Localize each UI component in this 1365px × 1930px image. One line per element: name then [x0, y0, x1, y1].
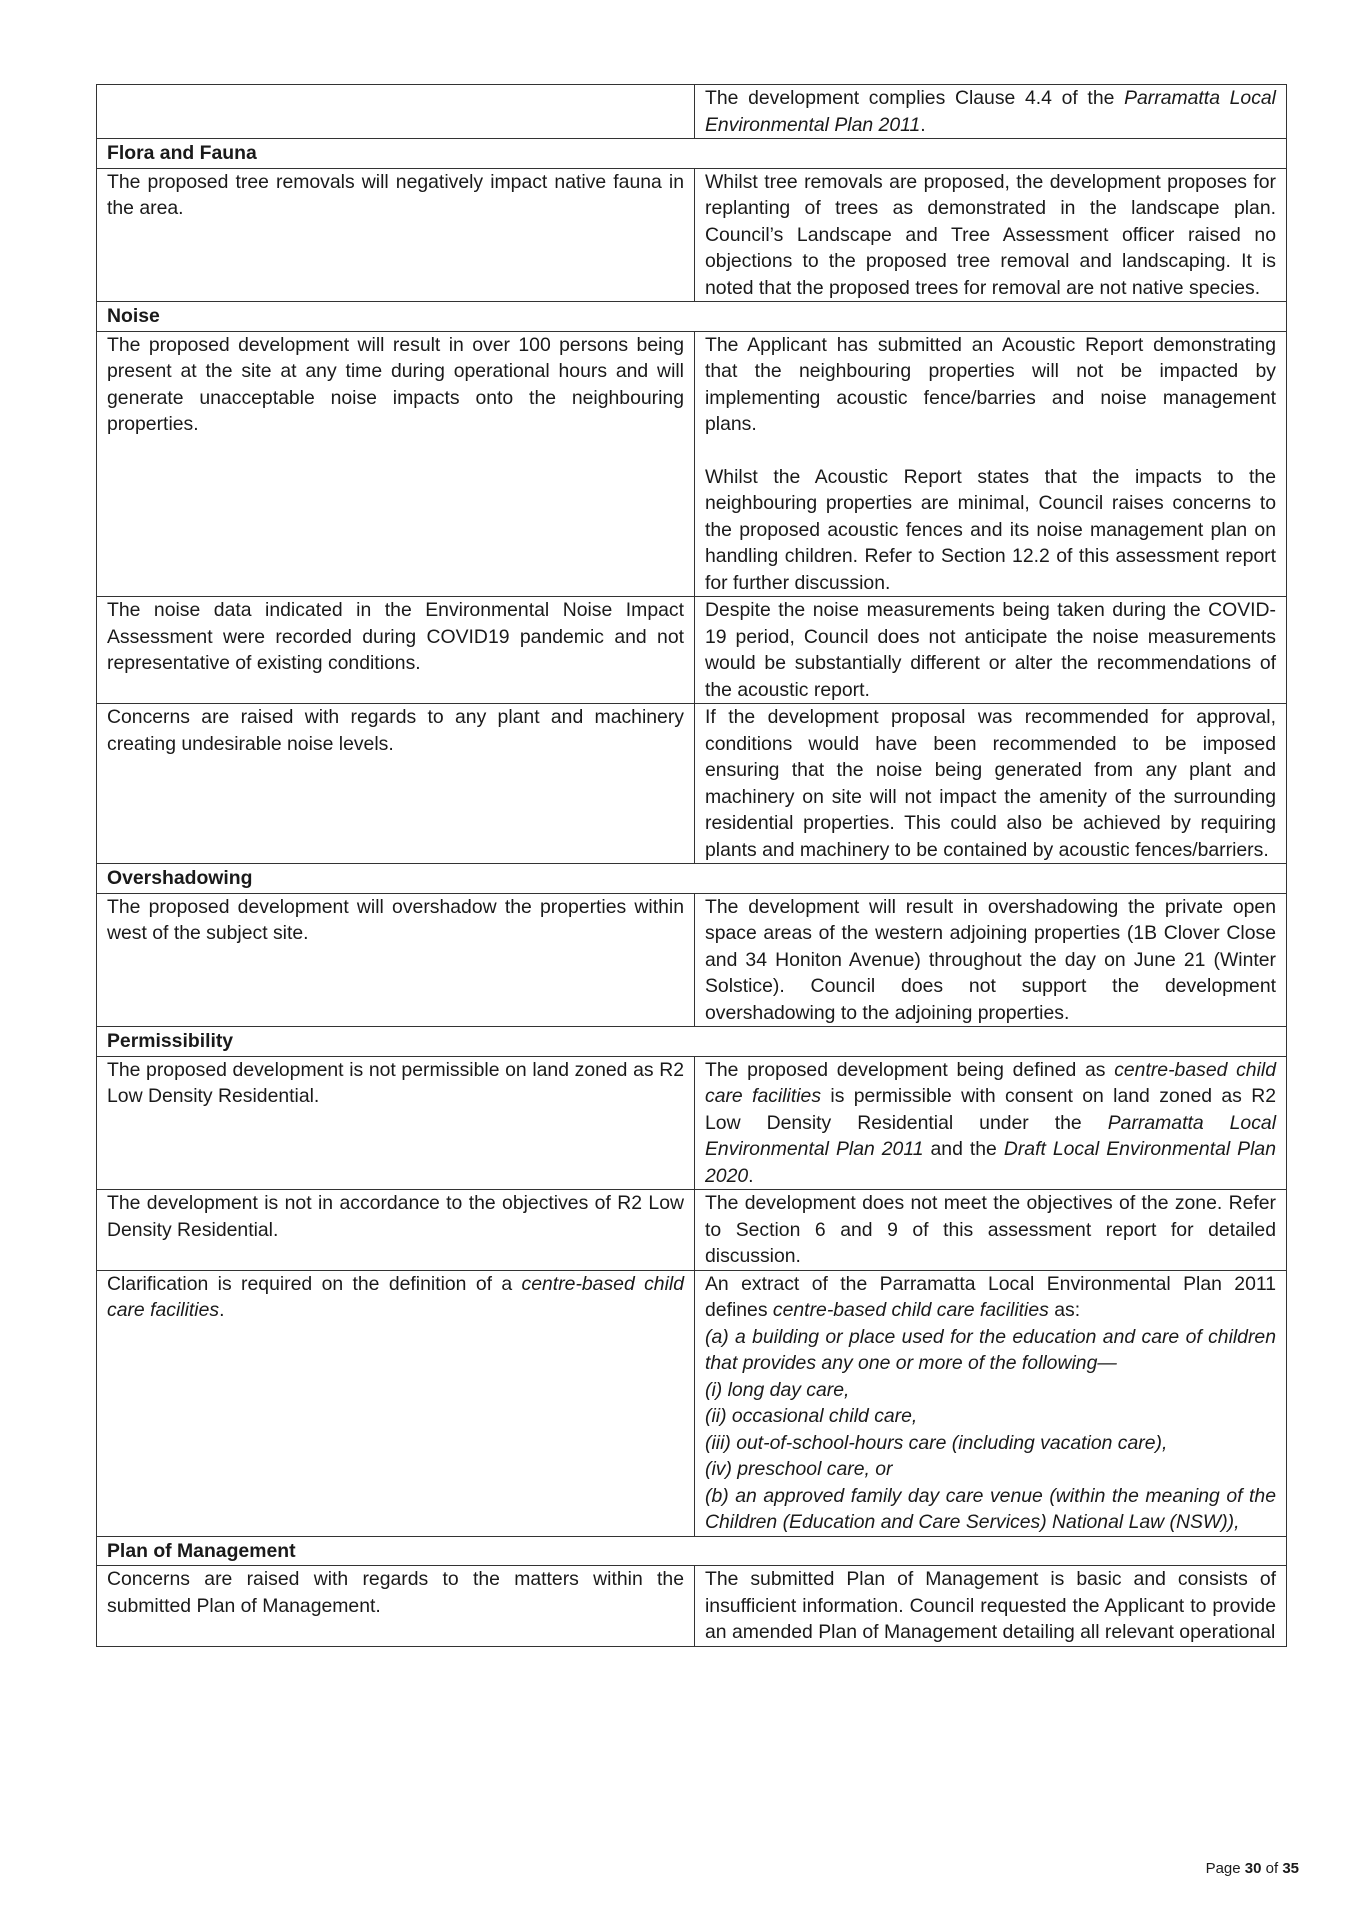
response-italic: Parramatta Local Environmental Plan 2011 [705, 87, 1276, 136]
response-text: . [748, 1164, 754, 1187]
issue-text: Clarification is required on the definition of a [107, 1272, 522, 1295]
table-row [97, 1190, 1287, 1271]
section-heading-flora: Flora and Fauna [97, 139, 1287, 169]
response-cell [695, 331, 1287, 597]
page-current: 30 [1244, 1860, 1262, 1877]
section-heading-row [97, 1027, 1287, 1057]
response-text: The development complies Clause 4.4 of the [705, 87, 1125, 109]
definition-item: (ii) occasional child care, [705, 1405, 918, 1427]
submissions-table [96, 84, 1287, 1647]
response-cell: The development does not meet the objectives of the zone. Refer to Section 6 and 9 of this assessment report for detailed discussion. [695, 1190, 1287, 1271]
section-heading-permissibility: Permissibility [97, 1027, 1287, 1057]
table-row [97, 597, 1287, 704]
section-heading-row [97, 864, 1287, 894]
response-cell: The submitted Plan of Management is basic and consists of insufficient information. Council requested the Applicant to provide an amended Plan of Management detailing all relevant operational [695, 1566, 1287, 1647]
definition-item: (i) long day care, [705, 1378, 850, 1401]
table-row [97, 1566, 1287, 1647]
section-heading-row [97, 139, 1287, 169]
response-paragraph: The Applicant has submitted an Acoustic Report demonstrating that the neighbouring properties will not be impacted by implementing acoustic fence/barries and noise management plans. [705, 333, 1276, 435]
page-label: Page [1205, 1860, 1245, 1877]
response-text: An extract of the Parramatta Local Environmental Plan 2011 defines [705, 1272, 1276, 1321]
issue-cell: The development is not in accordance to the objectives of R2 Low Density Residential. [97, 1190, 695, 1271]
response-italic: centre-based child care facilities [705, 1058, 1276, 1107]
table-row [97, 893, 1287, 1027]
response-italic: centre-based child care facilities [772, 1299, 1049, 1321]
section-heading-row [97, 302, 1287, 332]
response-cell: Whilst tree removals are proposed, the development proposes for replanting of trees as demonstrated in the landscape plan. Council’s Landscape and Tree Assessment officer raised no objections to the proposed tree removal and landscaping. It is noted that the proposed trees for removal are not native species. [695, 168, 1287, 302]
response-text: . [920, 113, 926, 136]
definition-text: (a) a building or place used for the education and care of children that provides any one or more of the following— [705, 1325, 1276, 1374]
definition-item: (iv) preschool care, or [705, 1458, 893, 1480]
section-heading-noise: Noise [97, 302, 1287, 332]
definition-item: (iii) out-of-school-hours care (including vacation care), [705, 1431, 1168, 1454]
page-number [1206, 1860, 1299, 1877]
response-text: as: [1048, 1299, 1081, 1321]
section-heading-overshadowing: Overshadowing [97, 864, 1287, 894]
issue-cell: Concerns are raised with regards to the matters within the submitted Plan of Management. [97, 1566, 695, 1647]
issue-text: . [219, 1299, 225, 1321]
table-row [97, 168, 1287, 302]
response-italic: Draft Local Environmental Plan 2020 [705, 1138, 1276, 1187]
table-row [97, 704, 1287, 864]
response-text: The proposed development being defined as [705, 1058, 1115, 1081]
table-row [97, 1270, 1287, 1536]
response-paragraph: Whilst the Acoustic Report states that the impacts to the neighbouring properties are minimal, Council raises concerns to the proposed acoustic fences and its noise management plan on handling children. Refer to Section 12.2 of this assessment report for further discussion. [705, 465, 1276, 594]
issue-italic: centre-based child care facilities [107, 1272, 684, 1321]
table-row [97, 85, 1287, 139]
response-cell [695, 85, 1287, 139]
response-text: and the [923, 1138, 1004, 1160]
issue-cell: The proposed tree removals will negatively impact native fauna in the area. [97, 168, 695, 302]
table-row [97, 1056, 1287, 1190]
response-cell: The development will result in overshadowing the private open space areas of the western adjoining properties (1B Clover Close and 34 Honiton Avenue) throughout the day on June 21 (Winter Solstice). Council does not support the development overshadowing to the adjoining properties. [695, 893, 1287, 1027]
response-cell [695, 1056, 1287, 1190]
page-total: 35 [1282, 1860, 1299, 1877]
response-cell: Despite the noise measurements being taken during the COVID-19 period, Council does not anticipate the noise measurements would be substantially different or alter the recommendations of the acoustic report. [695, 597, 1287, 704]
page-label: of [1261, 1860, 1283, 1877]
issue-cell: The proposed development is not permissible on land zoned as R2 Low Density Residential. [97, 1056, 695, 1190]
issue-cell [97, 85, 695, 139]
response-italic: Parramatta Local Environmental Plan 2011 [705, 1111, 1277, 1160]
issue-cell: Concerns are raised with regards to any plant and machinery creating undesirable noise levels. [97, 704, 695, 864]
issue-cell [97, 1270, 695, 1536]
response-cell: If the development proposal was recommended for approval, conditions would have been recommended to be imposed ensuring that the noise being generated from any plant and machinery on site will not impact the amenity of the surrounding residential properties. This could also be achieved by requiring plants and machinery to be contained by acoustic fences/barriers. [695, 704, 1287, 864]
section-heading-plan: Plan of Management [97, 1536, 1287, 1566]
section-heading-row [97, 1536, 1287, 1566]
response-text: is permissible with consent on land zoned as R2 Low Density Residential under the [705, 1085, 1276, 1134]
issue-cell: The proposed development will result in over 100 persons being present at the site at any time during operational hours and will generate unacceptable noise impacts onto the neighbouring properties. [97, 331, 695, 597]
issue-cell: The noise data indicated in the Environmental Noise Impact Assessment were recorded during COVID19 pandemic and not representative of existing conditions. [97, 597, 695, 704]
table-row [97, 331, 1287, 597]
definition-item: (b) an approved family day care venue (within the meaning of the Children (Education and Care Services) National Law (NSW)), [705, 1484, 1276, 1533]
response-cell [695, 1270, 1287, 1536]
issue-cell: The proposed development will overshadow the properties within west of the subject site. [97, 893, 695, 1027]
